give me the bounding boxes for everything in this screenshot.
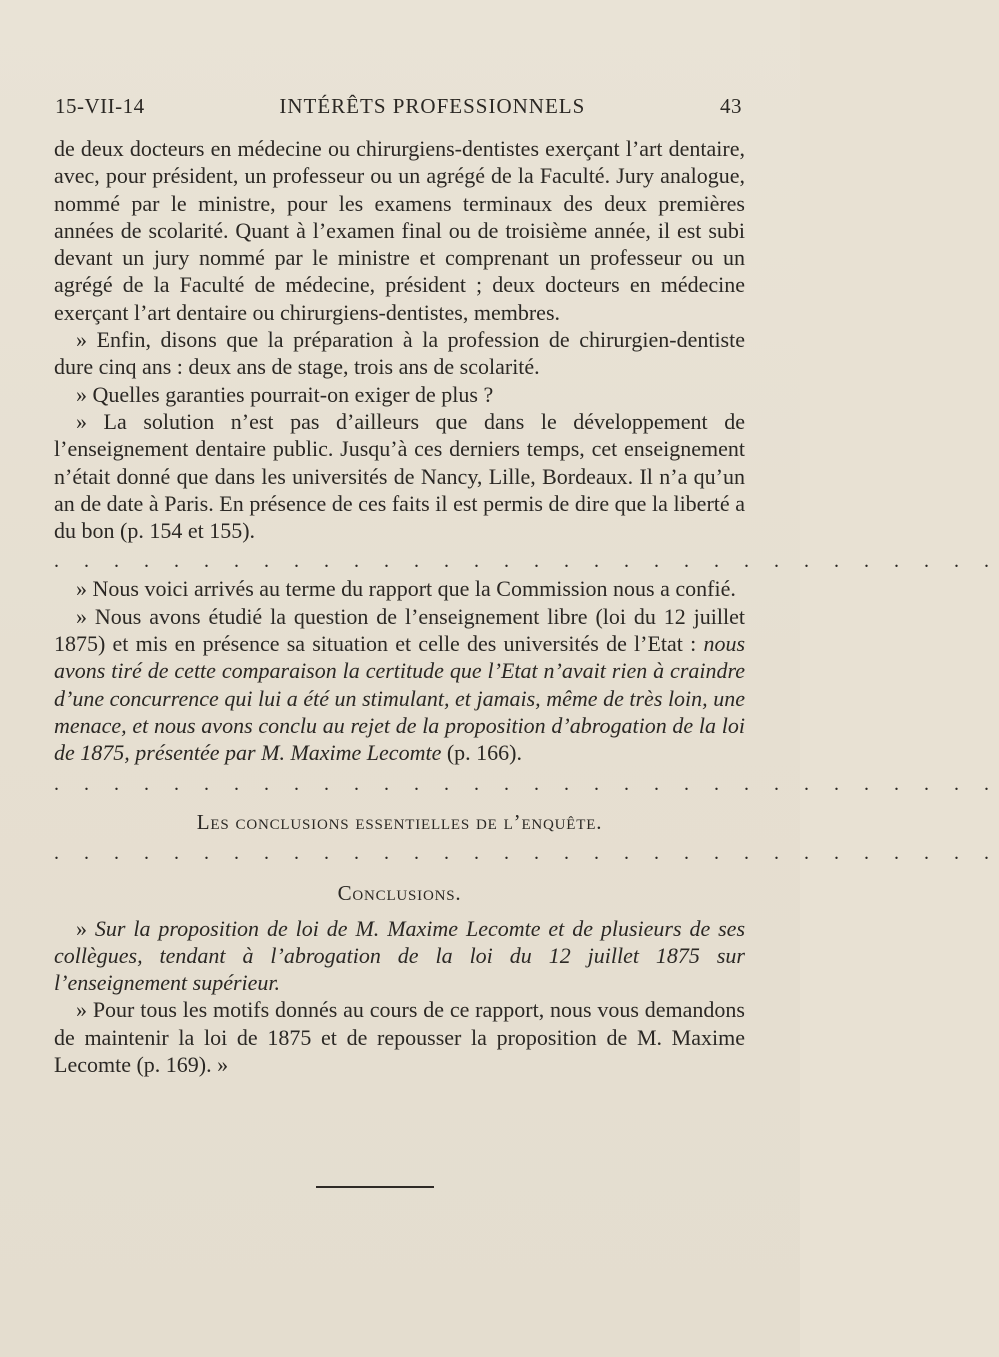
page-number: 43 <box>720 94 742 118</box>
paragraph-7 <box>54 915 745 997</box>
paragraph-4: » La solution n’est pas d’ailleurs que dans le développement de l’enseignement dentaire public. Jusqu’à ces derniers temps, cet enseignement n’était donné que dans les universités de Nancy, Lille, Bordeaux. Il n’a qu’un an de date à Paris. En présence de ces faits il est permis de dire que la liberté a du bon (p. 154 et 155). <box>54 408 745 544</box>
conclusions-title: Conclusions. <box>337 880 462 905</box>
paragraph-1: de deux docteurs en médecine ou chirurgiens-dentistes exerçant l’art dentaire, avec, pour président, un professeur ou un agrégé de la Faculté. Jury analogue, nommé par le ministre, pour les examens terminaux des deux premières années de scolarité. Quant à l’examen final ou de troisième année, il est subi devant un jury nommé par le ministre et comprenant un professeur ou un agrégé de la Faculté de médecine, président ; deux docteurs en médecine exerçant l’art dentaire ou chirurgiens-dentistes, membres. <box>54 136 745 325</box>
paragraph-7-italic: Sur la proposition de loi de M. Maxime Lecomte et de plusieurs de ses collègues, tendant à l’abrogation de la loi du 12 juillet 1875 sur l’enseignement supérieur. <box>54 915 746 996</box>
ellipsis-row-3: . . . . . . . . . . . . . . . . . . . . . . . . . . . . . . . . <box>54 841 999 864</box>
paragraph-6-start: » Nous avons étudié la question de l’enseignement libre (loi du 12 juillet 1875) et mis en présence sa situation et celle des universités de l’Etat : <box>54 603 745 657</box>
end-rule <box>316 1186 434 1188</box>
section-title: Les conclusions essentielles de l’enquête. <box>196 809 603 834</box>
running-header <box>55 94 742 119</box>
ellipsis-row-1: . . . . . . . . . . . . . . . . . . . . . . . . . . . . . . . . <box>54 550 999 573</box>
paragraph-8: » Pour tous les motifs donnés au cours de ce rapport, nous vous demandons de maintenir la loi de 1875 et de repousser la proposition de M. Maxime Lecomte (p. 169). » <box>54 997 745 1078</box>
paragraph-6-italic: nous avons tiré de cette comparaison la certitude que l’Etat n’avait rien à craindre d’une concurrence qui lui a été un stimulant, et jamais, même de très loin, une menace, et nous avons conclu au rejet de la proposition d’abrogation de la loi de 1875, présentée par M. Maxime Lecomte <box>54 631 745 766</box>
header-date: 15-VII-14 <box>55 94 145 118</box>
header-title: INTÉRÊTS PROFESSIONNELS <box>279 94 586 118</box>
ellipsis-row-2: . . . . . . . . . . . . . . . . . . . . . . . . . . . . . . . . <box>54 772 999 795</box>
paragraph-2: » Enfin, disons que la préparation à la profession de chirurgien-dentiste dure cinq ans : deux ans de stage, trois ans de scolarité. <box>54 327 745 380</box>
paragraph-6 <box>54 603 745 767</box>
paragraph-6-end: (p. 166). <box>441 740 522 766</box>
paragraph-7-start: » <box>76 915 95 941</box>
body-text <box>54 135 999 1078</box>
paragraph-3: » Quelles garanties pourrait-on exiger de plus ? <box>76 381 494 407</box>
paragraph-5: » Nous voici arrivés au terme du rapport que la Commission nous a confié. <box>76 576 736 602</box>
